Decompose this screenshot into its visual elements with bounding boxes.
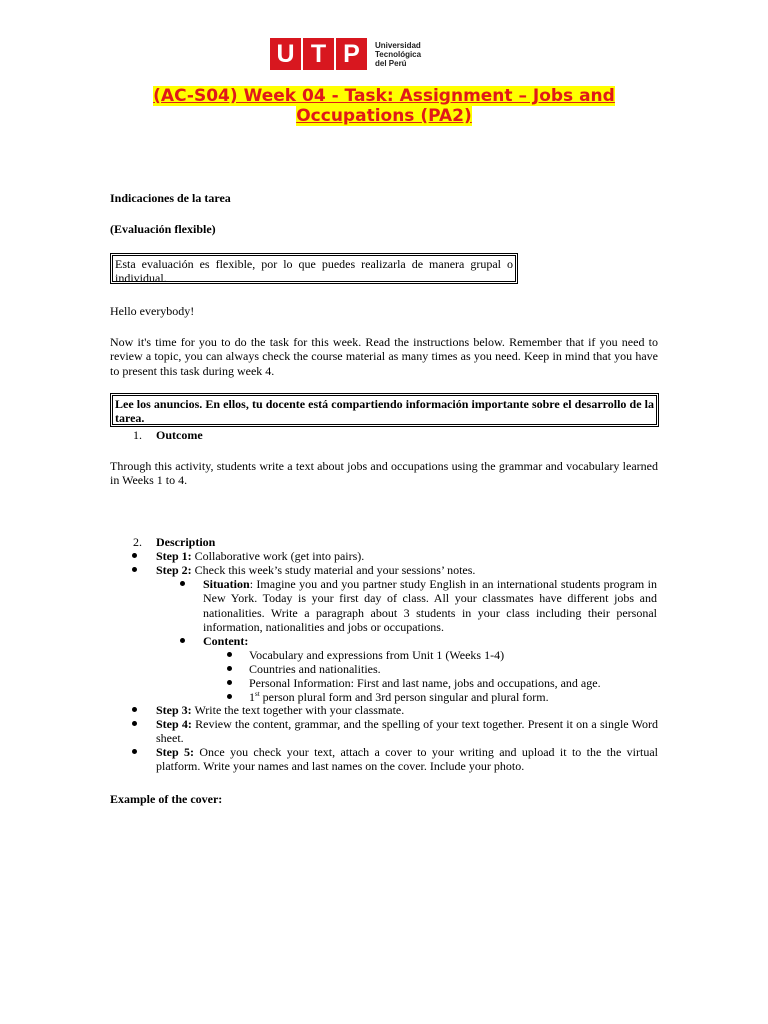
utp-logo bbox=[270, 38, 421, 70]
announcements-box: Lee los anuncios. En ellos, tu docente está compartiendo información importante sobre el desarrollo de la tarea. bbox=[110, 393, 659, 427]
section-2-number: 2. bbox=[133, 535, 142, 549]
content-heading: Content: bbox=[203, 634, 249, 648]
step-5: Step 5: Once you check your text, attach a cover to your writing and upload it to the the virtual platform. Write your names and last names on the cover. Include your photo. bbox=[156, 745, 658, 774]
content-item: Countries and nationalities. bbox=[249, 662, 381, 676]
logo-letter-u: U bbox=[270, 38, 301, 70]
bullet-icon bbox=[180, 638, 185, 643]
intro-paragraph: Now it's time for you to do the task for this week. Read the instructions below. Remember that if you need to review a topic, you can always check the course material as many times as you need. Keep in mind that you have to present this task during week 4. bbox=[110, 335, 658, 378]
step-3: Step 3: Write the text together with your classmate. bbox=[156, 703, 405, 717]
bullet-icon bbox=[227, 652, 232, 657]
bullet-icon bbox=[227, 666, 232, 671]
situation-item: Situation: Imagine you and you partner study English in an international students program in New York. Today is your first day of class. All your classmates have different jobs and nationalities. Write a paragraph about 3 students in your class including their personal information, nationalities and jobs or occupations. bbox=[203, 577, 657, 634]
bullet-icon bbox=[132, 707, 137, 712]
greeting: Hello everybody! bbox=[110, 304, 195, 318]
step-2: Step 2: Check this week’s study material and your sessions’ notes. bbox=[156, 563, 476, 577]
heading-indicaciones: Indicaciones de la tarea bbox=[110, 191, 231, 205]
section-1-heading: Outcome bbox=[156, 428, 203, 442]
bullet-icon bbox=[132, 721, 137, 726]
content-item: Vocabulary and expressions from Unit 1 (Weeks 1-4) bbox=[249, 648, 505, 662]
bullet-icon bbox=[132, 749, 137, 754]
bullet-icon bbox=[132, 567, 137, 572]
content-item: Personal Information: First and last name, jobs and occupations, and age. bbox=[249, 676, 601, 690]
step-4: Step 4: Review the content, grammar, and the spelling of your text together. Present it on a single Word sheet. bbox=[156, 717, 658, 746]
page-title bbox=[110, 86, 658, 126]
flexible-evaluation-box: Esta evaluación es flexible, por lo que puedes realizarla de manera grupal o individual. bbox=[110, 253, 518, 284]
outcome-paragraph: Through this activity, students write a text about jobs and occupations using the grammar and vocabulary learned in Weeks 1 to 4. bbox=[110, 459, 658, 488]
logo-letter-t: T bbox=[303, 38, 334, 70]
bullet-icon bbox=[180, 581, 185, 586]
heading-evaluacion: (Evaluación flexible) bbox=[110, 222, 216, 236]
bullet-icon bbox=[227, 694, 232, 699]
bullet-icon bbox=[132, 553, 137, 558]
section-2-heading: Description bbox=[156, 535, 216, 549]
section-1-number: 1. bbox=[133, 428, 142, 442]
example-cover-heading: Example of the cover: bbox=[110, 792, 223, 806]
logo-letter-p: P bbox=[336, 38, 367, 70]
page-title-text: (AC-S04) Week 04 - Task: Assignment – Jobs and Occupations (PA2) bbox=[153, 86, 615, 126]
logo-university-name: Universidad Tecnológica del Perú bbox=[375, 40, 422, 68]
step-1: Step 1: Collaborative work (get into pairs). bbox=[156, 549, 365, 563]
bullet-icon bbox=[227, 680, 232, 685]
content-item: 1st person plural form and 3rd person singular and plural form. bbox=[249, 690, 549, 704]
